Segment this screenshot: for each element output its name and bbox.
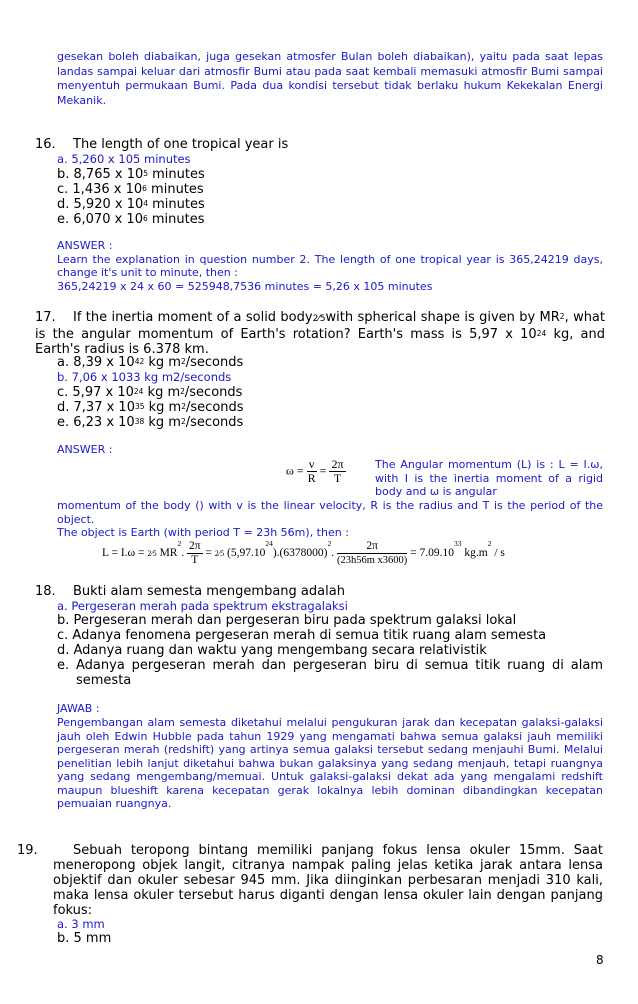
q17-option-d: d. 7,37 x $10^{35}$ kg $m^2$/seconds — [57, 400, 244, 415]
q18-answer-label: JAWAB : — [57, 702, 100, 715]
omega-formula: ω = $\frac{v}{R}$ = $\frac{2\pi}{T}$ — [286, 457, 344, 485]
question-18 — [35, 584, 605, 599]
q18-answer: Pengembangan alam semesta diketahui melalui pengukuran jarak dan kecepatan galaksi-galaksi jauh oleh Edwin Hubble pada tahun 1929 yang mengamati bahwa semua galaksi jauh memiliki pergeseran merah (redshift) yang artinya semua galaksi tersebut sedang menjauhi Bumi. Melalui penelitian lebih lanjut diketahui bahwa bukan galaksinya yang sedang menjauh, tetapi ruangnya yang sedang mengembang/memuai. Untuk galaksi-galaksi dekat ada yang mengalami redshift maupun blueshift karena kecepatan gerak lokalnya lebih dominan dibandingkan kecepatan pemuaian ruangnya. — [57, 716, 603, 810]
q17-option-b: b. 7,06 x 1033 kg m2/seconds — [57, 370, 232, 384]
question-number: 19. — [17, 843, 38, 858]
page-number: 8 — [596, 953, 604, 967]
answer-line-1: Learn the explanation in question number 2. The length of one tropical year is 365,24219 days, change it's unit to minute, then : — [57, 252, 603, 279]
q17-option-c: c. 5,97 x $10^{24}$ kg $m^2$/seconds — [57, 385, 243, 400]
q16-option-d: d. 5,920 x $10^4$ minutes — [57, 197, 205, 212]
q16-option-c: c. 1,436 x $10^6$ minutes — [57, 182, 204, 197]
question-number: 16. — [35, 137, 56, 152]
q17-answer-side-text: The Angular momentum (L) is : L = I.ω, with I is the inertia moment of a rigid body and ω is angular — [375, 458, 603, 498]
q18-option-b: b. Pergeseran merah dan pergeseran biru pada spektrum galaksi lokal — [57, 613, 517, 628]
question-text: Bukti alam semesta mengembang adalah — [73, 584, 345, 599]
q16-option-b: b. 8,765 x $10^5$ minutes — [57, 167, 205, 182]
question-number: 18. — [35, 584, 56, 599]
q17-answer-continued: momentum of the body () with v is the linear velocity, R is the radius and T is the period of the object. — [57, 499, 603, 526]
q18-option-a: a. Pergeseran merah pada spektrum ekstragalaksi — [57, 599, 348, 613]
answer-label: ANSWER : — [57, 239, 113, 252]
q17-answer-label: ANSWER : — [57, 443, 113, 456]
q18-option-e: e. Adanya pergeseran merah dan pergeseran biru di semua titik ruang di alam — [57, 658, 603, 673]
q16-option-a: a. 5,260 x 105 minutes — [57, 152, 191, 166]
q18-option-e-cont: semesta — [76, 673, 132, 688]
q19-option-a: a. 3 mm — [57, 917, 105, 931]
question-16 — [35, 137, 605, 152]
q17-option-a: a. 8,39 x $10^{42}$ kg $m^2$/seconds — [57, 355, 244, 370]
angular-momentum-formula: L = I.ω = 2⁄5 $MR^2$. $\frac{2\pi}{T}$ = 2⁄5 $(5,97.10^{24}).(6378000)^2$. $\frac{2\pi}{\text{(23h56m x3600)}}$ = $7.09.10^{33}$ $kg.m^2$ / s — [102, 539, 505, 566]
question-text: Sebuah teropong bintang memiliki panjang fokus lensa okuler 15mm. Saat meneropong objek langit, citranya nampak paling jelas ketika jarak antara lensa objektif dan okuler sebesar 945 mm. Jika diinginkan perbesaran menjadi 310 kali, maka lensa okuler tersebut harus diganti dengan lensa okuler lain dengan panjang fokus: — [53, 843, 603, 918]
q16-answer — [57, 239, 603, 293]
q19-option-b: b. 5 mm — [57, 931, 112, 946]
q17-answer-earth: The object is Earth (with period T = 23h 56m), then : — [57, 526, 349, 539]
q16-option-e: e. 6,070 x $10^6$ minutes — [57, 212, 205, 227]
fraction-two-fifths: 2⁄5 — [312, 314, 326, 324]
q17-option-e: e. 6,23 x $10^{38}$ kg $m^2$/seconds — [57, 415, 244, 430]
question-19 — [17, 843, 603, 918]
q18-option-c: c. Adanya fenomena pergeseran merah di semua titik ruang alam semesta — [57, 628, 547, 643]
question-number: 17. — [35, 310, 56, 325]
intro-paragraph: gesekan boleh diabaikan, juga gesekan atmosfer Bulan boleh diabaikan), yaitu pada saat lepas landas sampai keluar dari atmosfir Bumi atau pada saat kembali memasuki atmosfir Bumi sampai menyentuh permukaan Bumi. Pada dua kondisi tersebut tidak berlaku hukum Kekekalan Energi Mekanik. — [57, 50, 603, 107]
q18-option-d: d. Adanya ruang dan waktu yang mengembang secara relativistik — [57, 643, 487, 658]
answer-line-2: 365,24219 x 24 x 60 = 525948,7536 minutes = 5,26 x 105 minutes — [57, 279, 433, 293]
question-17: 17. If the inertia moment of a solid body2⁄5with spherical shape is given by $MR^2$, what is the angular momentum of Earth's rotation? Earth's mass is 5,97 x $10^{24}$ kg, and Earth's radius is 6.378 km. — [35, 310, 606, 357]
question-text: The length of one tropical year is — [73, 137, 289, 152]
